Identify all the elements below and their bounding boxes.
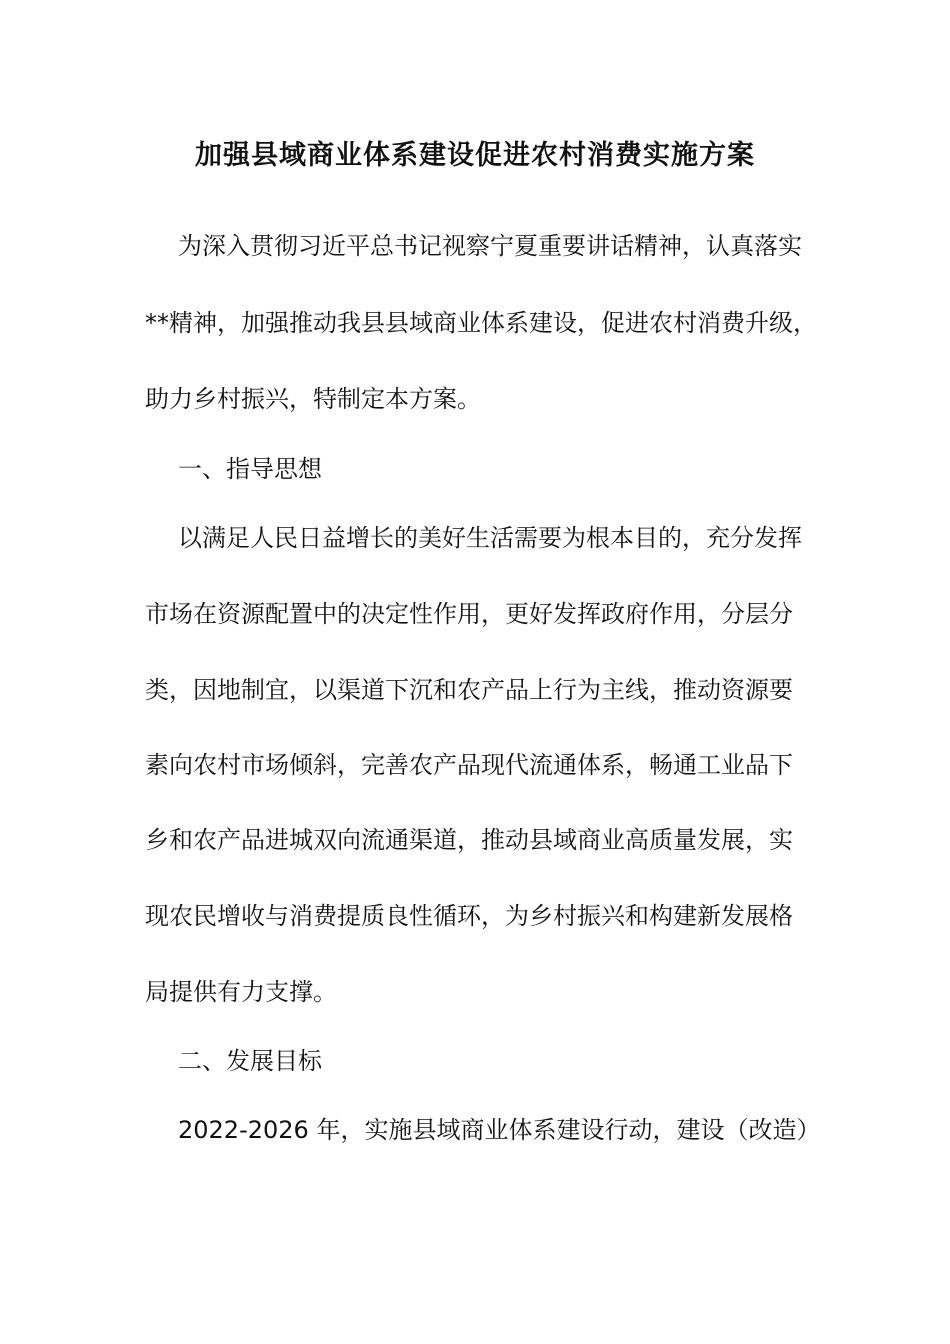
paragraph-line: 助力乡村振兴，特制定本方案。 xyxy=(145,385,481,413)
section-heading: 一、指导思想 xyxy=(178,455,322,483)
paragraph-line: 类，因地制宜，以渠道下沉和农产品上行为主线，推动资源要 xyxy=(145,676,793,704)
paragraph-line: 现农民增收与消费提质良性循环，为乡村振兴和构建新发展格 xyxy=(145,902,793,930)
paragraph-line: 2022-2026 年，实施县域商业体系建设行动，建设（改造） xyxy=(178,1116,821,1144)
section-heading: 二、发展目标 xyxy=(178,1047,322,1075)
paragraph-line: 为深入贯彻习近平总书记视察宁夏重要讲话精神，认真落实 xyxy=(178,232,802,260)
paragraph-line: 乡和农产品进城双向流通渠道，推动县域商业高质量发展，实 xyxy=(145,826,793,854)
paragraph-line: 以满足人民日益增长的美好生活需要为根本目的，充分发挥 xyxy=(178,524,802,552)
paragraph-line: **精神，加强推动我县县域商业体系建设，促进农村消费升级， xyxy=(145,309,817,337)
paragraph-line: 局提供有力支撑。 xyxy=(145,978,337,1006)
paragraph-line: 市场在资源配置中的决定性作用，更好发挥政府作用，分层分 xyxy=(145,600,793,628)
paragraph-line: 素向农村市场倾斜，完善农产品现代流通体系，畅通工业品下 xyxy=(145,751,793,779)
document-title: 加强县域商业体系建设促进农村消费实施方案 xyxy=(195,140,755,171)
